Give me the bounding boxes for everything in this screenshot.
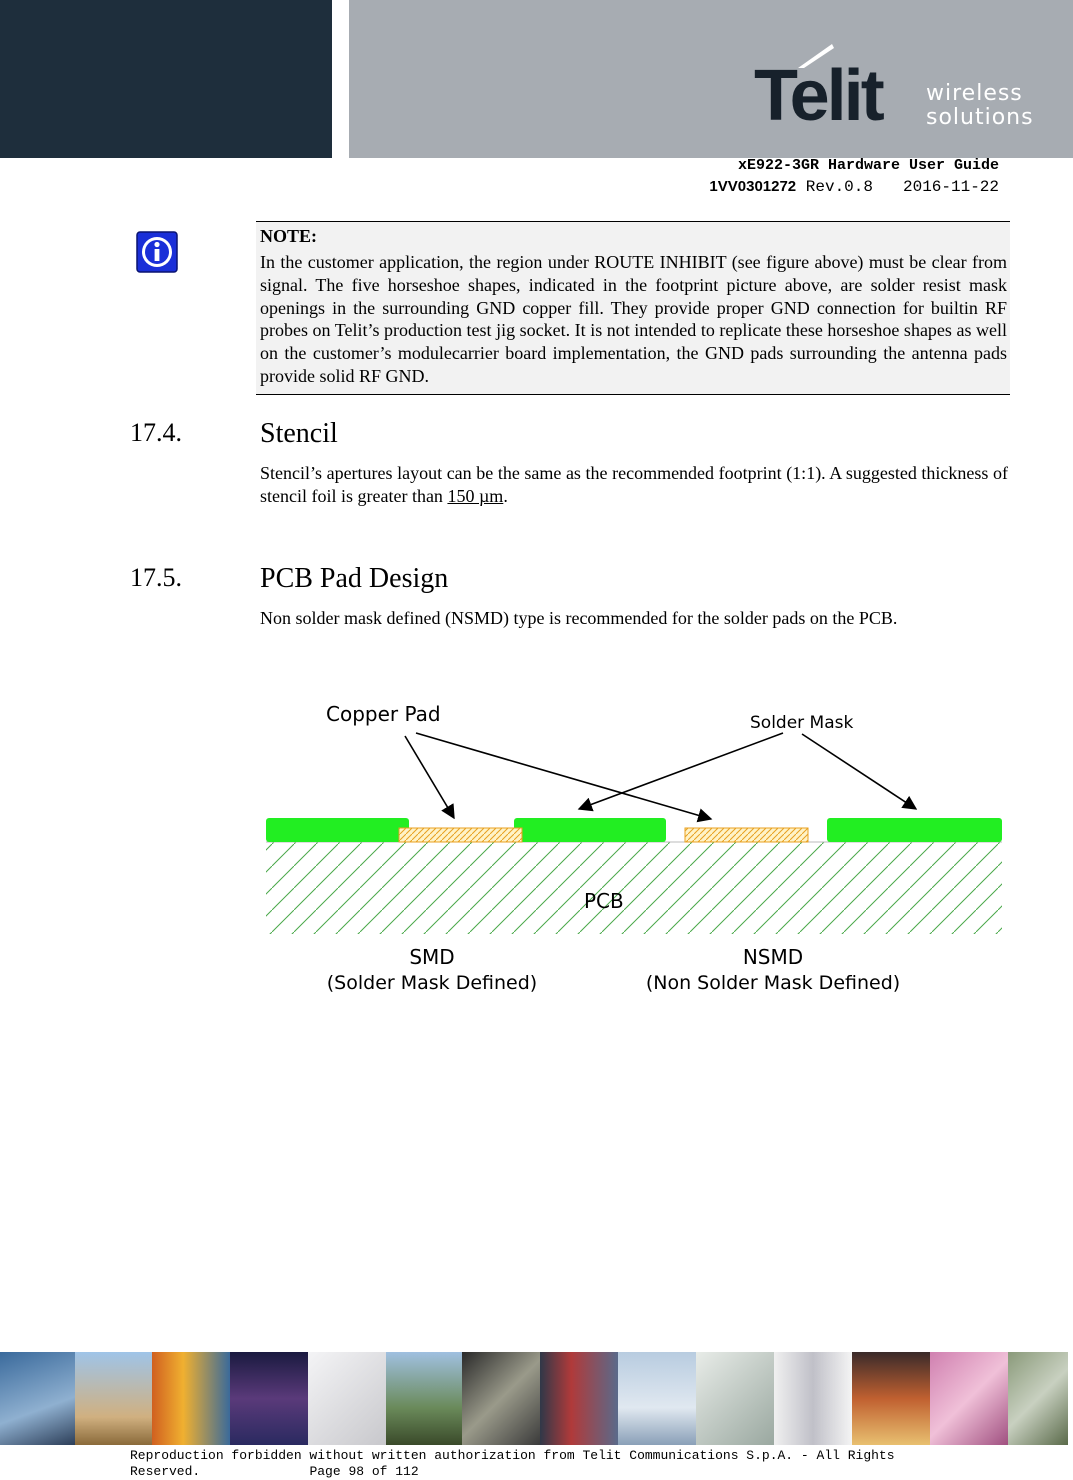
footer-line2: Reserved. — [130, 1464, 201, 1479]
pcb-substrate — [266, 842, 1002, 934]
logo-tagline-line1: wireless — [926, 81, 1023, 106]
footer-photo-clock — [230, 1352, 308, 1445]
label-nsmd-full: (Non Solder Mask Defined) — [645, 972, 901, 994]
stencil-text: Stencil’s apertures layout can be the same as the recommended footprint (1:1). A suggested thickness of stencil foil is greater than — [260, 463, 1008, 506]
info-icon — [136, 231, 178, 273]
footer-photo-windmills — [618, 1352, 696, 1445]
solder-mask-middle — [514, 818, 666, 842]
copper-pad-smd — [399, 828, 522, 842]
solder-mask-right — [827, 818, 1002, 842]
footer-image-strip — [0, 1352, 1073, 1445]
footer-photo-phone — [75, 1352, 152, 1445]
arrow-copper-smd — [405, 736, 454, 818]
stencil-text-end: . — [503, 485, 508, 506]
revision: Rev.0.8 — [805, 178, 873, 196]
footer-photo-camera — [1008, 1352, 1068, 1445]
footer-copyright — [130, 1448, 895, 1480]
arrow-mask-middle — [579, 733, 783, 809]
telit-logo — [752, 40, 1042, 140]
footer-photo-card — [462, 1352, 540, 1445]
solder-mask-left — [266, 818, 409, 842]
footer-line1: Reproduction forbidden without written authorization from Telit Communications S.p.A. - All Rights — [130, 1448, 895, 1463]
document-title: xE922-3GR Hardware User Guide — [737, 157, 999, 174]
footer-photo-room — [774, 1352, 852, 1445]
logo-tagline — [926, 82, 1034, 130]
section-number-stencil: 17.4. — [130, 418, 182, 447]
stencil-thickness-link[interactable]: 150 µm — [447, 485, 504, 506]
footer-photo-cyclist — [386, 1352, 462, 1445]
pcb-pad-diagram — [250, 690, 1020, 1010]
footer-photo-keyboard — [308, 1352, 386, 1445]
footer-photo-containers — [152, 1352, 230, 1445]
footer-photo-traffic — [0, 1352, 75, 1445]
section-title-pcb-pad: PCB Pad Design — [260, 563, 449, 594]
document-date: 2016-11-22 — [902, 178, 999, 196]
label-nsmd: NSMD — [742, 945, 804, 969]
logo-brand: Telit — [754, 56, 882, 136]
document-revision — [709, 178, 999, 196]
arrow-mask-right — [802, 734, 916, 809]
header-dark-panel — [0, 0, 332, 158]
logo-tagline-line2: solutions — [926, 105, 1034, 130]
section-title-stencil: Stencil — [260, 418, 338, 449]
label-smd-full: (Solder Mask Defined) — [326, 972, 538, 994]
label-smd: SMD — [409, 945, 455, 969]
page-number: Page 98 of 112 — [309, 1464, 419, 1479]
label-copper-pad: Copper Pad — [326, 702, 441, 726]
stencil-paragraph — [260, 462, 1008, 507]
note-label: NOTE: — [260, 226, 318, 246]
footer-photo-machines — [930, 1352, 1008, 1445]
footer-photo-vending — [540, 1352, 618, 1445]
footer-photo-meter — [696, 1352, 774, 1445]
section-number-pcb-pad: 17.5. — [130, 563, 182, 592]
note-text: In the customer application, the region under ROUTE INHIBIT (see figure above) must be clear from signal. The five horseshoe shapes, indicated in the footprint picture above, are solder resist mask openings in the surrounding GND copper fill. They provide proper GND connection for builtin RF probes on Telit’s production test jig socket. It is not intended to replicate these horseshoe shapes as well on the customer’s modulecarrier board implementation, the GND pads surrounding the antenna pads provide solid RF GND. — [260, 252, 1007, 386]
document-code: 1VV0301272 — [709, 178, 797, 195]
label-solder-mask: Solder Mask — [750, 713, 854, 733]
footer-photo-train — [852, 1352, 930, 1445]
pcb-pad-paragraph: Non solder mask defined (NSMD) type is recommended for the solder pads on the PCB. — [260, 608, 898, 628]
label-pcb: PCB — [584, 889, 624, 913]
copper-pad-nsmd — [685, 828, 808, 842]
note-box — [256, 221, 1010, 395]
